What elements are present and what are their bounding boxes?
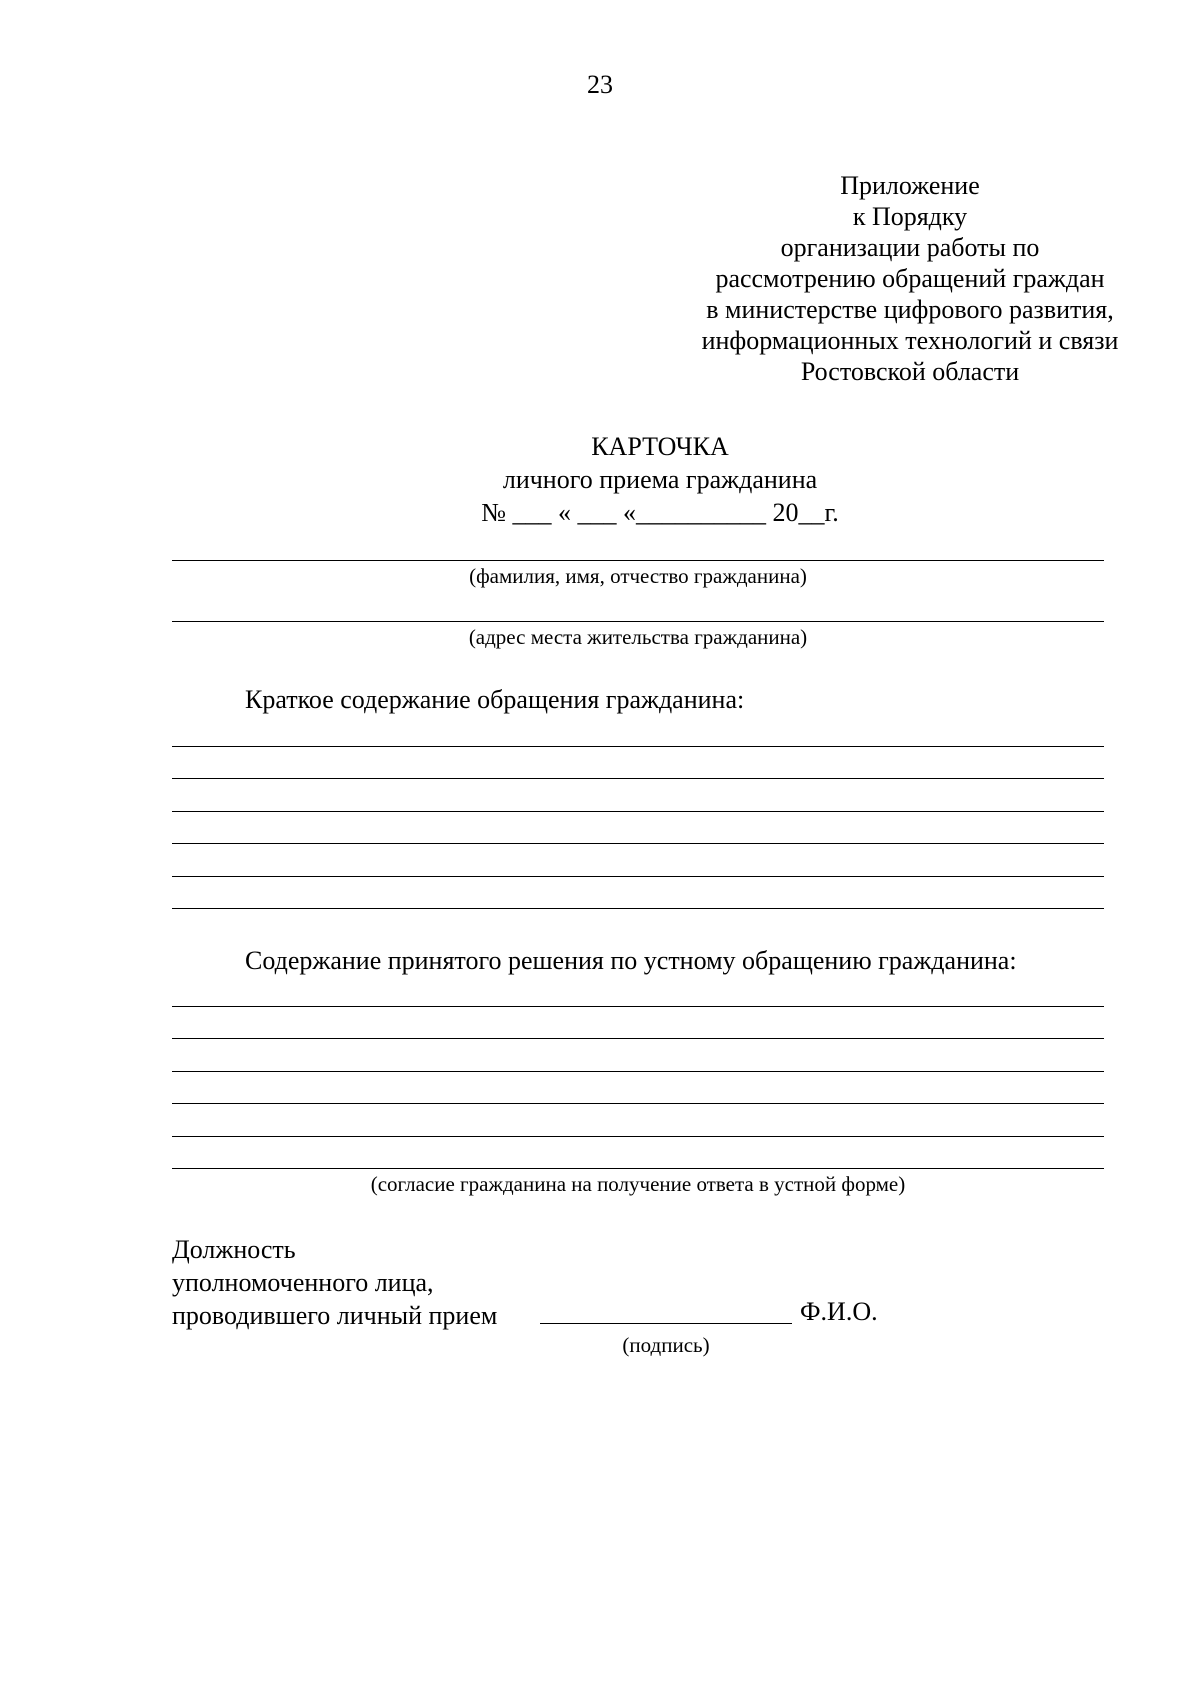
appendix-line: Ростовской области — [800, 357, 1020, 386]
summary-line — [172, 778, 1104, 779]
appendix-line: к Порядку — [852, 202, 968, 231]
card-title: КАРТОЧКА — [591, 432, 729, 461]
card-number-line: № ___ « ___ «__________ 20__г. — [481, 498, 839, 527]
appendix-block — [690, 170, 1130, 387]
decision-line — [172, 1071, 1104, 1072]
fio-line — [172, 560, 1104, 561]
appendix-line: рассмотрению обращений граждан — [715, 264, 1105, 293]
card-title-block — [450, 430, 870, 529]
signature-fio: Ф.И.О. — [800, 1297, 878, 1326]
appendix-line: в министерстве цифрового развития, — [706, 295, 1114, 324]
decision-line — [172, 1136, 1104, 1137]
decision-line — [172, 1103, 1104, 1104]
card-subtitle: личного приема гражданина — [502, 465, 818, 494]
summary-line — [172, 843, 1104, 844]
decision-heading: Содержание принятого решения по устному обращению гражданина: — [245, 946, 1017, 975]
summary-heading: Краткое содержание обращения гражданина: — [245, 685, 745, 714]
signature-line — [540, 1323, 792, 1324]
decision-line — [172, 1038, 1104, 1039]
decision-line — [172, 1006, 1104, 1007]
appendix-line: организации работы по — [780, 233, 1040, 262]
consent-caption: (согласие гражданина на получение ответа в устной форме) — [370, 1172, 906, 1196]
summary-line — [172, 746, 1104, 747]
official-position-line: проводившего личный прием — [172, 1301, 498, 1330]
appendix-line: информационных технологий и связи — [701, 326, 1119, 355]
summary-line — [172, 811, 1104, 812]
official-position-block — [172, 1233, 497, 1332]
summary-line — [172, 876, 1104, 877]
official-position-line: уполномоченного лица, — [172, 1268, 434, 1297]
official-position-line: Должность — [172, 1235, 296, 1264]
summary-line — [172, 908, 1104, 909]
address-line — [172, 621, 1104, 622]
signature-caption: (подпись) — [622, 1333, 710, 1357]
appendix-line: Приложение — [840, 171, 980, 200]
fio-caption: (фамилия, имя, отчество гражданина) — [469, 564, 807, 588]
decision-line — [172, 1168, 1104, 1169]
address-caption: (адрес места жительства гражданина) — [468, 625, 808, 649]
page-number: 23 — [587, 70, 613, 99]
